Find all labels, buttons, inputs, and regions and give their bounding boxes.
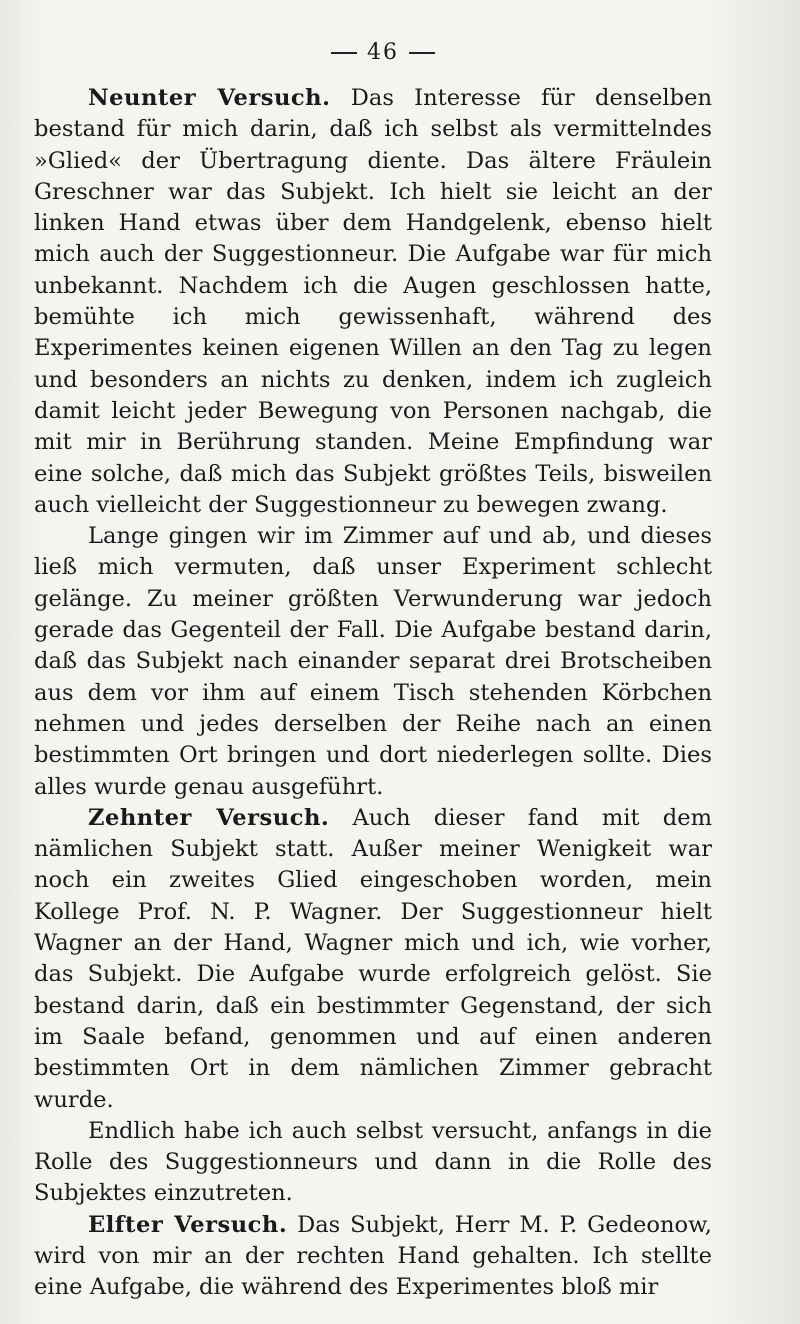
paragraph-zehnter-versuch — [34, 803, 712, 1116]
paragraph-text: Das Interesse für denselben bestand für mich darin, daß ich selbst als vermittelndes »Glied« der Übertragung diente. Das ältere Fräulein Greschner war das Subjekt. Ich hielt sie leicht an der linken Hand etwas über dem Handgelenk, ebenso hielt mich auch der Suggestionneur. Die Aufgabe war für mich unbekannt. Nachdem ich die Augen geschlossen hatte, bemühte ich mich gewissenhaft, während des Experimentes keinen eigenen Willen an den Tag zu legen und besonders an nichts zu denken, indem ich zugleich damit leicht jeder Bewegung von Personen nachgab, die mit mir in Berührung standen. Meine Empfindung war eine solche, daß mich das Subjekt größtes Teils, bisweilen auch vielleicht der Suggestionneur zu bewegen zwang. — [34, 85, 713, 518]
paragraph-text: Auch dieser fand mit dem nämlichen Subjekt statt. Außer meiner Wenigkeit war noch ein zweites Glied eingeschoben worden, mein Kollege Prof. N. P. Wagner. Der Suggestionneur hielt Wagner an der Hand, Wagner mich und ich, wie vorher, das Subjekt. Die Aufgabe wurde erfolgreich gelöst. Sie bestand darin, daß ein bestimmter Gegenstand, der sich im Saale befand, genommen und auf einen anderen bestimmten Ort in dem nämlichen Zimmer gebracht wurde. — [34, 804, 713, 1113]
paragraph-text: Lange gingen wir im Zimmer auf und ab, und dieses ließ mich vermuten, daß unser Experiment schlecht gelänge. Zu meiner größten Verwunderung war jedoch gerade das Gegenteil der Fall. Die Aufgabe bestand darin, daß das Subjekt nach einander separat drei Brotscheiben aus dem vor ihm auf einem Tisch stehenden Körbchen nehmen und jedes derselben der Reihe nach an einen bestimmten Ort bringen und dort niederlegen sollte. Dies alles wurde genau ausgeführt. — [34, 523, 712, 800]
page-number: 46 — [34, 40, 712, 65]
paragraph-text: Das Subjekt, Herr M. P. Gedeonow, wird von mir an der rechten Hand gehalten. Ich stellte eine Aufgabe, die während des Experimentes bloß mir — [34, 1211, 712, 1301]
paragraph-endlich — [34, 1116, 712, 1210]
paragraph-elfter-versuch — [34, 1210, 712, 1304]
paragraph-neunter-versuch — [34, 83, 712, 521]
section-heading: Elfter Versuch. — [88, 1211, 288, 1238]
dash-left — [331, 52, 357, 54]
paragraph-text: Endlich habe ich auch selbst versucht, anfangs in die Rolle des Suggestionneurs und dann in die Rolle des Subjektes einzutreten. — [34, 1117, 712, 1207]
dash-right — [409, 52, 435, 54]
section-heading: Neunter Versuch. — [88, 85, 331, 111]
section-heading: Zehnter Versuch. — [88, 804, 330, 831]
paragraph-continuation — [34, 521, 712, 803]
